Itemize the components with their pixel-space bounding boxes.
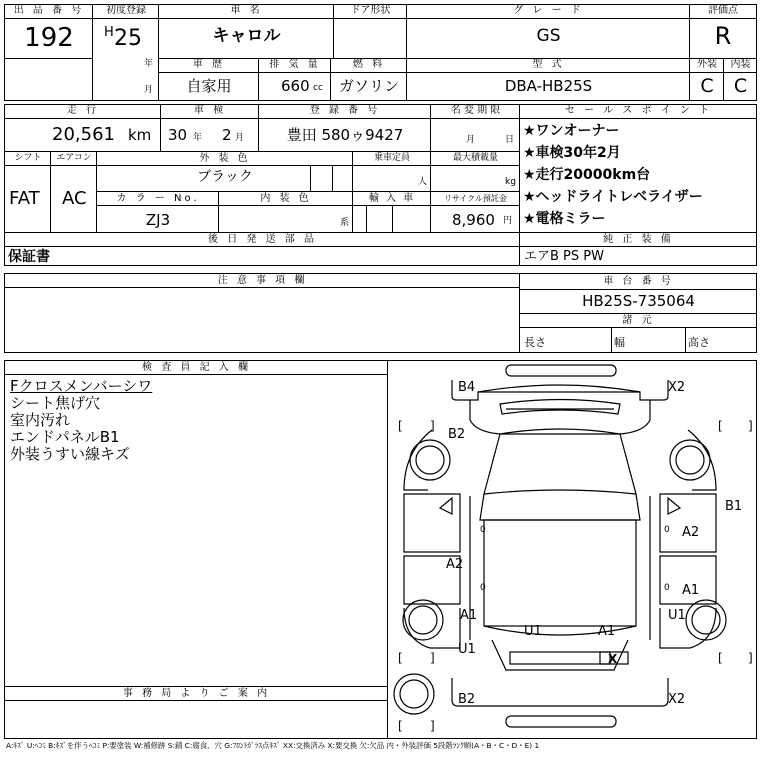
displacement-label: 排 気 量 [269,59,321,70]
bracket-open: [ [398,651,403,665]
exterior-score-label: 外装 [697,59,717,70]
sales-point: ★ヘッドライトレベライザー [523,189,703,205]
inspector-notes [10,378,152,463]
later-parts-label: 後 日 発 送 部 品 [208,234,317,245]
width-label: 幅 [614,336,625,349]
mark-hood: B2 [448,427,466,442]
inspection-month: 2 [222,126,232,144]
capacity-unit: 人 [418,177,428,187]
inspector-note: シート焦げ穴 [10,394,101,412]
model-label: 型 式 [532,59,565,70]
year-unit: 年 [144,59,154,69]
recycle-label: リサイクル預託金 [444,194,507,203]
bracket-open: [ [718,651,723,665]
era: H [104,25,114,40]
interior-color-suffix: 系 [340,218,350,228]
exterior-color: ブラック [197,169,253,185]
inspection-year-unit: 年 [193,133,203,143]
ac-label: エアコン [56,153,92,163]
bracket-close: ] [748,419,753,433]
genuine-equipment-label: 純 正 装 備 [603,234,674,245]
max-load-label: 最大積載量 [452,153,498,163]
bracket-close: ] [748,651,753,665]
lot-number: 192 [24,23,74,53]
mark-rear-bumper-x: X [608,652,618,666]
mark-rear-bottom-right: X2 [668,692,686,707]
color-no: ZJ3 [145,211,171,229]
capacity-label: 乗車定員 [373,153,410,163]
lot-no-label: 出 品 番 号 [13,5,85,16]
inspector-note: 室内汚れ [10,411,71,429]
grade: GS [536,26,561,46]
mark-zero: 0 [664,583,670,593]
bracket-open: [ [398,419,403,433]
ac: AC [62,188,87,209]
mark-left-front-door: A2 [446,557,464,572]
inspector-note: 外装うすい線キズ [10,445,130,463]
sales-point: ★ワンオーナー [523,123,620,139]
shift: FAT [9,188,40,209]
displacement: 660 [281,77,310,95]
chassis-number: HB25S-735064 [582,292,695,310]
interior-score-label: 内装 [730,59,751,70]
mileage-label: 走 行 [66,105,100,116]
dimensions-label: 諸 元 [622,315,655,326]
interior-score: C [733,75,748,97]
fuel: ガソリン [338,77,399,95]
inspection-month-unit: 月 [235,133,245,143]
fuel-label: 燃 料 [352,59,386,70]
plate-label: 登 録 番 号 [309,105,381,116]
shift-label: シフト [14,153,42,163]
bracket-open: [ [718,419,723,433]
score-label: 評価点 [708,5,738,16]
inspector-label: 検 査 員 記 入 欄 [142,362,251,373]
max-load-unit: kg [505,177,516,187]
sales-point: ★走行20000km台 [523,167,651,183]
mark-zero: 0 [480,525,486,535]
mark-rear-right: A1 [598,624,616,639]
bracket-close: ] [430,651,435,665]
mileage-unit: km [128,126,152,144]
legend-text: A:ｷｽﾞ U:ﾍｺﾐ B:ｷｽﾞを伴うﾍｺﾐ P:要塗装 W:補修跡 S:錆 C:腐食、穴 G:ﾌﾛﾝﾄｶﾞﾗｽ点ｷｽﾞ XX:交換済み X:要交換 欠:欠品 内・外装評価 5段階ﾗﾝｸ順(A・B・C・D・E) 1 [6,741,540,750]
displacement-unit: cc [313,83,323,93]
later-parts-value: 保証書 [8,249,50,265]
history-label: 車 歴 [192,59,226,70]
color-no-label: カ ラ ー No. [116,193,200,204]
grade-label: グ レ ー ド [513,5,584,16]
first-reg-label: 初度登録 [106,5,146,16]
inspection-label: 車 検 [193,105,227,116]
sales-point: ★車検30年2月 [523,145,621,161]
mark-right-rear-fender: U1 [668,608,686,623]
plate-number: 豊田 580ゥ9427 [286,126,404,144]
mark-right-side: B1 [725,499,743,514]
chassis-label: 車 台 番 号 [603,276,674,287]
inspector-note: エンドパネルB1 [10,428,120,446]
car-name-label: 車 名 [230,5,263,16]
mark-left-quarter: U1 [458,642,476,657]
height-label: 高さ [688,336,710,349]
length-label: 長さ [524,336,546,349]
mark-zero: 0 [480,583,486,593]
sales-point: ★電格ミラー [523,211,606,227]
car-name: キャロル [212,26,281,46]
interior-color-label: 内 装 色 [260,193,312,204]
import-label: 輸 入 車 [368,193,416,204]
model-code: DBA-HB25S [504,77,593,95]
genuine-equipment-value: エアB PS PW [524,249,604,264]
name-change-month-unit: 月 [466,135,476,145]
history: 自家用 [186,77,232,95]
exterior-score: C [700,75,714,97]
inspector-note: Fクロスメンバーシワ [10,377,153,395]
inspection-year: 30 [168,126,188,144]
sales-points-label: セ ー ル ス ポ イ ン ト [564,105,713,116]
car-diagram [394,365,726,727]
mark-front-top: B4 [458,380,476,395]
mark-front-top-right: X2 [668,380,686,395]
door-label: ドア形状 [350,5,391,16]
name-change-label: 名 変 期 限 [450,105,501,116]
mark-left-rear-door: A1 [460,608,478,623]
bracket-close: ] [430,719,435,733]
office-label: 事 務 局 よ り ご 案 内 [122,688,271,699]
bracket-close: ] [430,419,435,433]
mileage: 20,561 [52,124,115,145]
recycle-fee: 8,960 [452,211,495,229]
score: R [714,22,732,50]
caution-label: 注 意 事 項 欄 [217,275,308,286]
recycle-unit: 円 [503,216,513,226]
exterior-color-label: 外 装 色 [199,153,251,164]
mark-zero: 0 [664,525,670,535]
first-reg-year: 25 [114,26,142,51]
bracket-open: [ [398,719,403,733]
mark-right-front-door: A2 [682,525,700,540]
name-change-day-unit: 日 [505,135,515,145]
mark-rear-bottom-left: B2 [458,692,476,707]
month-unit: 月 [144,85,154,95]
mark-right-rear-door: A1 [682,583,700,598]
mark-rear-left: U1 [524,624,542,639]
